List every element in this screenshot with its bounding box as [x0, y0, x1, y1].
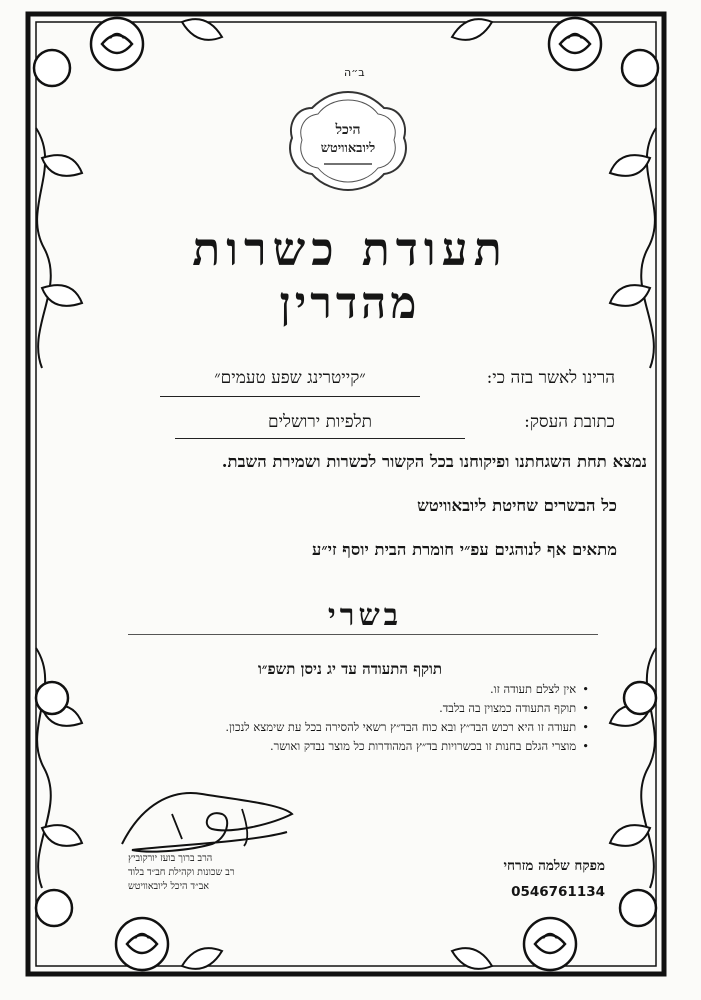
inspector-name: מפקח שלמה מזרחי: [503, 858, 605, 874]
list-item: • תעודה זו היא רכוש הבד״ץ ובא כוח הבד״ץ רשאי להסירה בכל עת שימצא לנכון.: [69, 718, 589, 737]
rabbi-position: רב שכונות וקהילת חב״ד בלוד: [128, 867, 235, 878]
rabbi-name: הרב ברוך בועז יורקוביץ: [128, 853, 213, 864]
seal-line1: היכל: [335, 122, 361, 138]
bsd-mark: ב״ה: [344, 66, 365, 79]
business-label: הרינו לאשר בזה כי:: [486, 368, 615, 388]
category-underline: [128, 634, 598, 635]
validity-date: תוקף התעודה עד יג ניסן תשפ״ו: [257, 660, 443, 678]
business-name-value: ״קייטרינג שפע טעמים״: [214, 368, 366, 388]
address-underline: [175, 438, 465, 439]
business-name-underline: [160, 396, 420, 397]
beit-yosef-statement: מתאים אף לנוהגים עפ״י חומרת הבית יוסף זי״ע: [312, 540, 617, 559]
list-item: • מוצרי הגלם בחנות זו בכשרויות בד״ץ המהודרות כל מוצר נבדק ואושר.: [69, 737, 589, 756]
terms-list: [69, 680, 589, 756]
supervision-statement: נמצא תחת השגחתנו ופיקוחנו בכל הקשור לכשרות ושמירת השבת.: [221, 452, 647, 471]
meat-slaughter-statement: כל הבשרים שחיטת ליובאוויטש: [417, 496, 617, 515]
certificate-title: תעודת כשרות: [192, 222, 508, 276]
seal-line2: ליובאוויטש: [320, 141, 376, 156]
heichal-seal-logo: [284, 88, 412, 194]
category-meat: בשרי: [327, 598, 403, 633]
certificate-subtitle: מהדרין: [279, 278, 421, 329]
list-item: • תוקף התעודה כמצוין בה בלבד.: [69, 699, 589, 718]
address-label: כתובת העסק:: [524, 412, 615, 432]
list-item: • אין לצלם תעודה זו.: [69, 680, 589, 699]
inspector-phone: 0546761134: [511, 884, 605, 900]
rabbi-court: אב״ד היכל ליובאוויטש: [128, 881, 210, 892]
address-value: תלפיות ירושלים: [267, 412, 373, 432]
